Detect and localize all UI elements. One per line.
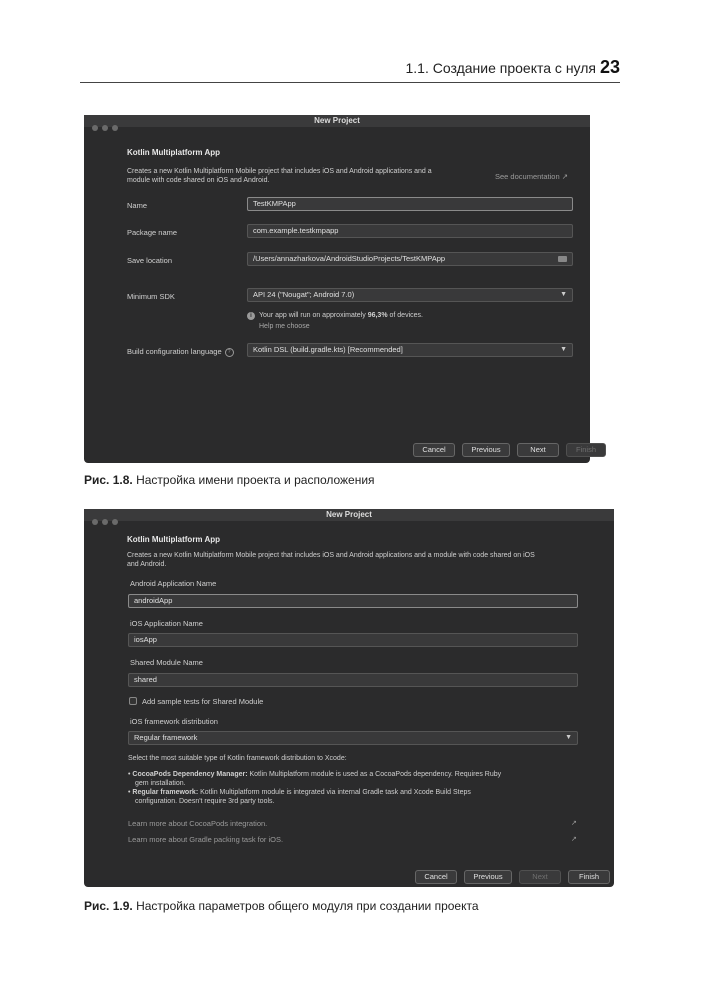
bullet-cocoapods: • CocoaPods Dependency Manager: Kotlin Multiplatform module is used as a CocoaPods dependency. Requires Ruby <box>128 771 502 778</box>
zoom-dot[interactable] <box>112 125 118 131</box>
ios-app-name-input[interactable]: iosApp <box>128 633 578 647</box>
window-title: New Project <box>314 116 360 125</box>
chevron-down-icon: ▼ <box>565 734 572 741</box>
cancel-button[interactable]: Cancel <box>415 870 457 884</box>
zoom-dot[interactable] <box>112 519 118 525</box>
running-title: 1.1. Создание проекта с нуля <box>405 60 596 76</box>
sdk-coverage-info: Your app will run on approximately 96,3% of devices. <box>259 312 423 319</box>
save-location-input[interactable]: /Users/annazharkova/AndroidStudioProjects/TestKMPApp <box>247 252 573 266</box>
folder-icon[interactable] <box>558 256 567 262</box>
save-location-label: Save location <box>127 256 173 265</box>
name-input[interactable]: TestKMPApp <box>247 197 573 211</box>
minimize-dot[interactable] <box>102 519 108 525</box>
help-me-choose-link[interactable]: Help me choose <box>259 323 310 330</box>
finish-button[interactable]: Finish <box>566 443 606 457</box>
figure-caption-1-9: Рис. 1.9. Настройка параметров общего модуля при создании проекта <box>84 899 479 913</box>
shared-module-name-input[interactable]: shared <box>128 673 578 687</box>
ios-app-name-label: iOS Application Name <box>130 619 203 628</box>
next-button[interactable]: Next <box>519 870 561 884</box>
title-bar <box>84 509 614 521</box>
distribution-hint: Select the most suitable type of Kotlin framework distribution to Xcode: <box>128 755 347 762</box>
cancel-button[interactable]: Cancel <box>413 443 455 457</box>
next-button[interactable]: Next <box>517 443 559 457</box>
sample-tests-checkbox[interactable] <box>129 697 137 705</box>
build-language-label: Build configuration language ? <box>127 347 234 357</box>
sample-tests-label: Add sample tests for Shared Module <box>142 697 264 706</box>
distribution-bullets: • CocoaPods Dependency Manager: Kotlin Multiplatform module is used as a CocoaPods dependency. Requires Ruby gem installation. • Regular framework: Kotlin Multiplatform module is integrated via internal Gradle task and Xcode Build Steps configuration. Doesn't require 3rd party tools. <box>128 770 588 806</box>
wizard-heading: Kotlin Multiplatform App <box>127 535 221 544</box>
package-input[interactable]: com.example.testkmpapp <box>247 224 573 238</box>
window-title: New Project <box>326 510 372 519</box>
close-dot[interactable] <box>92 125 98 131</box>
learn-gradle-link[interactable]: Learn more about Gradle packing task for iOS. <box>128 835 284 844</box>
wizard-heading: Kotlin Multiplatform App <box>127 148 221 157</box>
new-project-window-2 <box>84 509 614 887</box>
chevron-down-icon: ▼ <box>560 291 567 298</box>
header-rule <box>80 82 620 83</box>
minimize-dot[interactable] <box>102 125 108 131</box>
learn-cocoapods-link[interactable]: Learn more about CocoaPods integration. <box>128 819 268 828</box>
see-documentation-link[interactable]: See documentation ↗ <box>495 172 568 181</box>
figure-caption-1-8: Рис. 1.8. Настройка имени проекта и расположения <box>84 473 375 487</box>
external-link-icon: ↗ <box>571 820 577 827</box>
previous-button[interactable]: Previous <box>462 443 510 457</box>
previous-button[interactable]: Previous <box>464 870 512 884</box>
shared-module-name-label: Shared Module Name <box>130 658 203 667</box>
info-icon: i <box>247 312 255 320</box>
ios-distribution-select[interactable]: Regular framework ▼ <box>128 731 578 745</box>
wizard-description: Creates a new Kotlin Multiplatform Mobile project that includes iOS and Android applications and a module with code shared on iOS and Android. <box>127 168 432 184</box>
page-number: 23 <box>599 57 620 77</box>
ios-distribution-label: iOS framework distribution <box>130 717 218 726</box>
page-header <box>0 0 708 90</box>
chevron-down-icon: ▼ <box>560 346 567 353</box>
android-app-name-label: Android Application Name <box>130 579 217 588</box>
build-language-select[interactable]: Kotlin DSL (build.gradle.kts) [Recommended] ▼ <box>247 343 573 357</box>
package-label: Package name <box>127 228 178 237</box>
help-icon[interactable]: ? <box>225 348 234 357</box>
name-label: Name <box>127 201 148 210</box>
external-link-icon: ↗ <box>571 836 577 843</box>
android-app-name-input[interactable]: androidApp <box>128 594 578 608</box>
title-bar <box>84 115 590 127</box>
minimum-sdk-select[interactable]: API 24 ("Nougat"; Android 7.0) ▼ <box>247 288 573 302</box>
finish-button[interactable]: Finish <box>568 870 610 884</box>
minimum-sdk-label: Minimum SDK <box>127 292 175 301</box>
close-dot[interactable] <box>92 519 98 525</box>
bullet-regular: • Regular framework: Kotlin Multiplatform module is integrated via internal Gradle task and Xcode Build Steps <box>128 789 471 796</box>
new-project-window-1 <box>84 115 596 463</box>
wizard-description: Creates a new Kotlin Multiplatform Mobile project that includes iOS and Android applications and a module with code shared on iOS and Android. <box>127 552 535 568</box>
